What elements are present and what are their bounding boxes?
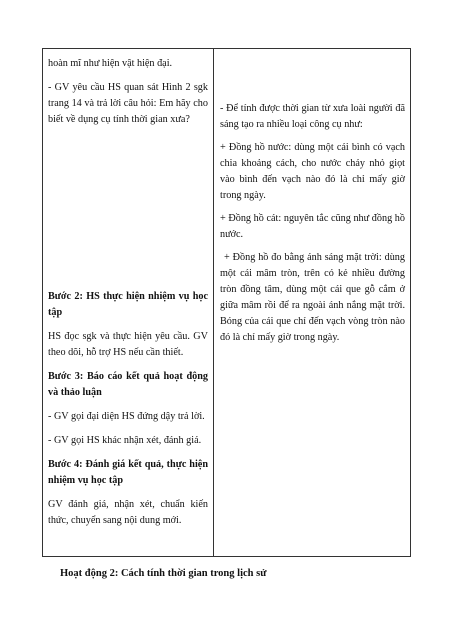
right-paragraph-sand-clock: + Đồng hồ cát: nguyên tắc cũng như đồng hồ nước. [220, 213, 405, 240]
step3-text-1: - GV gọi đại diện HS đứng dậy trả lời. [48, 411, 205, 422]
right-paragraph-sun-clock: + Đồng hồ đo bằng ánh sáng mặt trời: dùng một cái mâm tròn, trên có kẻ nhiều đường tròn đồng tâm, dùng một cái que gỗ cắm ở giữa mâm rồi để ra ngoài ánh nắng mặt trời. Bóng của cái que chỉ đến vạch vòng tròn nào đó là chỉ mấy giờ trong ngày. [220, 252, 405, 343]
teacher-activity-cell [43, 49, 214, 557]
step4-title: Bước 4: Đánh giá kết quả, thực hiện nhiệm vụ học tập [48, 459, 208, 486]
lesson-table [42, 48, 411, 557]
step2-text: HS đọc sgk và thực hiện yêu cầu. GV theo dõi, hỗ trợ HS nếu cần thiết. [48, 331, 208, 358]
step2-title: Bước 2: HS thực hiện nhiệm vụ học tập [48, 291, 208, 318]
step3-text-2: - GV gọi HS khác nhận xét, đánh giá. [48, 435, 202, 446]
student-product-cell [214, 49, 411, 557]
right-paragraph-water-clock: + Đồng hồ nước: dùng một cái bình có vạch chia khoảng cách, cho nước chảy nhỏ giọt vào bình đến vạch nào đó là chỉ mấy giờ trong ngày. [220, 142, 405, 201]
left-paragraph-2: - GV yêu cầu HS quan sát Hình 2 sgk trang 14 và trả lời câu hỏi: Em hãy cho biết về dụng cụ tính thời gian xưa? [48, 82, 208, 125]
activity-2-heading: Hoạt động 2: Cách tính thời gian trong lịch sử [60, 568, 267, 579]
left-paragraph-1: hoàn mĩ như hiện vật hiện đại. [48, 58, 173, 69]
right-paragraph-1: - Để tính được thời gian từ xưa loài người đã sáng tạo ra nhiều loại công cụ như: [220, 103, 405, 130]
step3-title: Bước 3: Báo cáo kết quả hoạt động và thảo luận [48, 371, 208, 398]
step4-text: GV đánh giá, nhận xét, chuẩn kiến thức, chuyển sang nội dung mới. [48, 499, 208, 526]
